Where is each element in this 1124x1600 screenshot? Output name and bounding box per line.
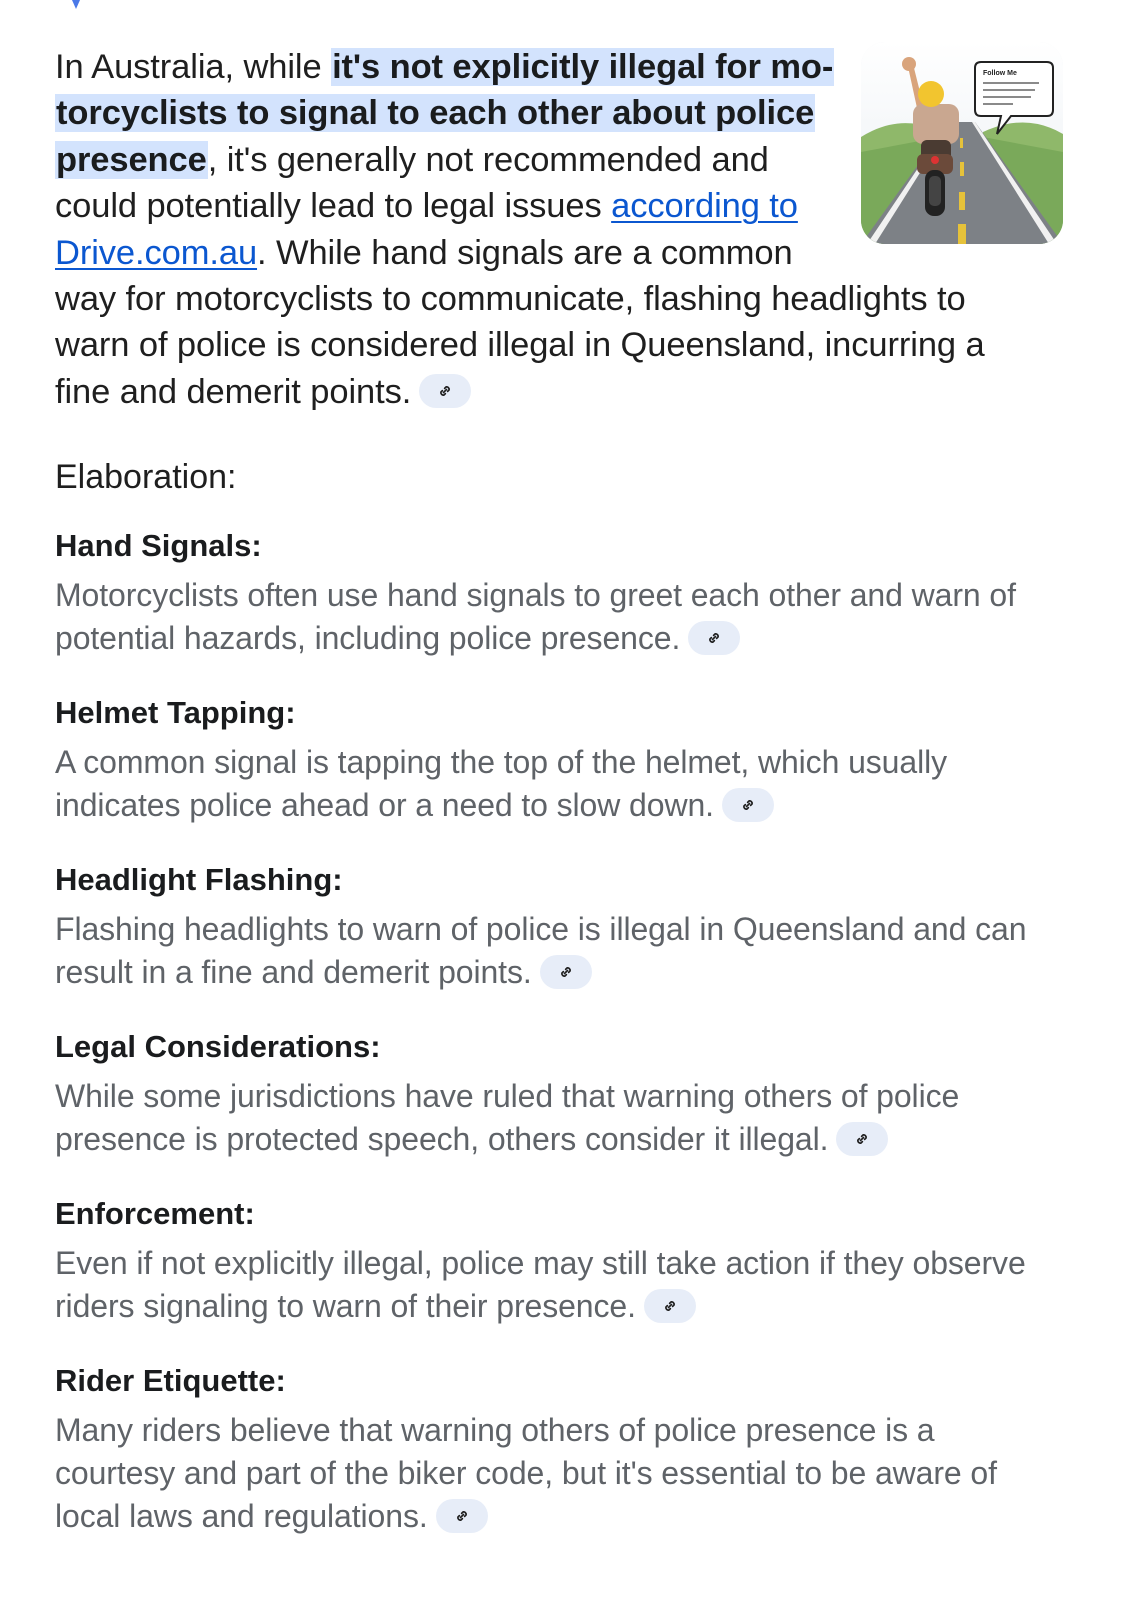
section-body xyxy=(55,1242,1065,1328)
highlighted-text: presence xyxy=(56,140,207,179)
section-body xyxy=(55,1409,1065,1538)
source-link[interactable]: according to xyxy=(611,187,798,226)
section-title: Headlight Flashing: xyxy=(55,862,343,897)
section-line: A common signal is tapping the top of the helmet, which usually xyxy=(55,744,947,780)
citation-chip[interactable] xyxy=(836,1122,888,1156)
section-title: Rider Etiquette: xyxy=(55,1363,286,1398)
citation-chip[interactable] xyxy=(540,955,592,989)
section-title: Enforcement: xyxy=(55,1196,255,1231)
section-body xyxy=(55,574,1065,660)
section-body xyxy=(55,908,1065,994)
citation-chip[interactable] xyxy=(419,374,471,408)
section-body xyxy=(55,1075,1065,1161)
section-helmet-tapping xyxy=(55,693,1065,827)
intro-line-7: warn of police is considered illegal in Queensland, incurring a xyxy=(55,326,985,365)
scroll-caret-icon xyxy=(72,0,80,9)
section-text-run: result in a fine and demerit points. xyxy=(55,954,532,990)
section-text-run: indicates police ahead or a need to slow down. xyxy=(55,787,714,823)
citation-chip[interactable] xyxy=(644,1289,696,1323)
source-link[interactable]: Drive.com.au xyxy=(55,233,258,272)
intro-text-run: In Australia, while xyxy=(55,48,332,86)
section-line: While some jurisdictions have ruled that warning others of police xyxy=(55,1078,960,1114)
link-icon xyxy=(739,796,757,814)
section-line: Motorcyclists often use hand signals to greet each other and warn of xyxy=(55,577,1016,613)
elaboration-heading: Elaboration: xyxy=(55,458,237,496)
link-icon xyxy=(705,629,723,647)
section-line-last xyxy=(55,951,1065,994)
intro-text-run: , it's generally not recommended and xyxy=(207,140,769,179)
sign-title: Follow Me xyxy=(983,70,1017,77)
section-headlight-flashing xyxy=(55,860,1065,994)
link-icon xyxy=(853,1130,871,1148)
intro-text xyxy=(55,44,1055,415)
section-title: Helmet Tapping: xyxy=(55,695,296,730)
intro-line-8 xyxy=(55,369,1055,415)
intro-line-3 xyxy=(55,137,1055,183)
section-line: Many riders believe that warning others of police presence is a xyxy=(55,1412,935,1448)
section-hand-signals xyxy=(55,526,1065,660)
section-line: Even if not explicitly illegal, police may still take action if they observe xyxy=(55,1245,1026,1281)
section-text-run: presence is protected speech, others consider it illegal. xyxy=(55,1121,829,1157)
intro-line-5 xyxy=(55,230,1055,276)
section-text-run: potential hazards, including police presence. xyxy=(55,620,681,656)
intro-line-6: way for motorcyclists to communicate, flashing headlights to xyxy=(55,280,966,319)
intro-line-1 xyxy=(55,44,1055,90)
section-line-last xyxy=(55,1118,1065,1161)
highlighted-text: it's not explicitly illegal for mo- xyxy=(332,48,834,86)
section-body xyxy=(55,741,1065,827)
link-icon xyxy=(436,382,454,400)
section-line-last xyxy=(55,1285,1065,1328)
intro-text-run: could potentially lead to legal issues xyxy=(55,187,612,226)
section-title: Hand Signals: xyxy=(55,528,262,563)
section-enforcement xyxy=(55,1194,1065,1328)
intro-text-run: . While hand signals are a common xyxy=(257,233,793,272)
highlighted-text: torcyclists to signal to each other about police xyxy=(56,94,815,133)
section-rider-etiquette xyxy=(55,1361,1065,1538)
citation-chip[interactable] xyxy=(722,788,774,822)
section-line-last xyxy=(55,1495,1065,1538)
intro-line-2 xyxy=(55,90,1055,136)
section-line: Flashing headlights to warn of police is illegal in Queensland and can xyxy=(55,911,1027,947)
intro-text-run: fine and demerit points. xyxy=(55,372,412,411)
section-line-last xyxy=(55,784,1065,827)
citation-chip[interactable] xyxy=(436,1499,488,1533)
link-icon xyxy=(557,963,575,981)
link-icon xyxy=(661,1297,679,1315)
section-line: courtesy and part of the biker code, but it's essential to be aware of xyxy=(55,1455,997,1491)
section-line-last xyxy=(55,617,1065,660)
section-title: Legal Considerations: xyxy=(55,1029,381,1064)
intro-line-4 xyxy=(55,183,1055,229)
citation-chip[interactable] xyxy=(688,621,740,655)
link-icon xyxy=(453,1507,471,1525)
section-legal-considerations xyxy=(55,1027,1065,1161)
section-text-run: local laws and regulations. xyxy=(55,1498,428,1534)
section-text-run: riders signaling to warn of their presence. xyxy=(55,1288,636,1324)
